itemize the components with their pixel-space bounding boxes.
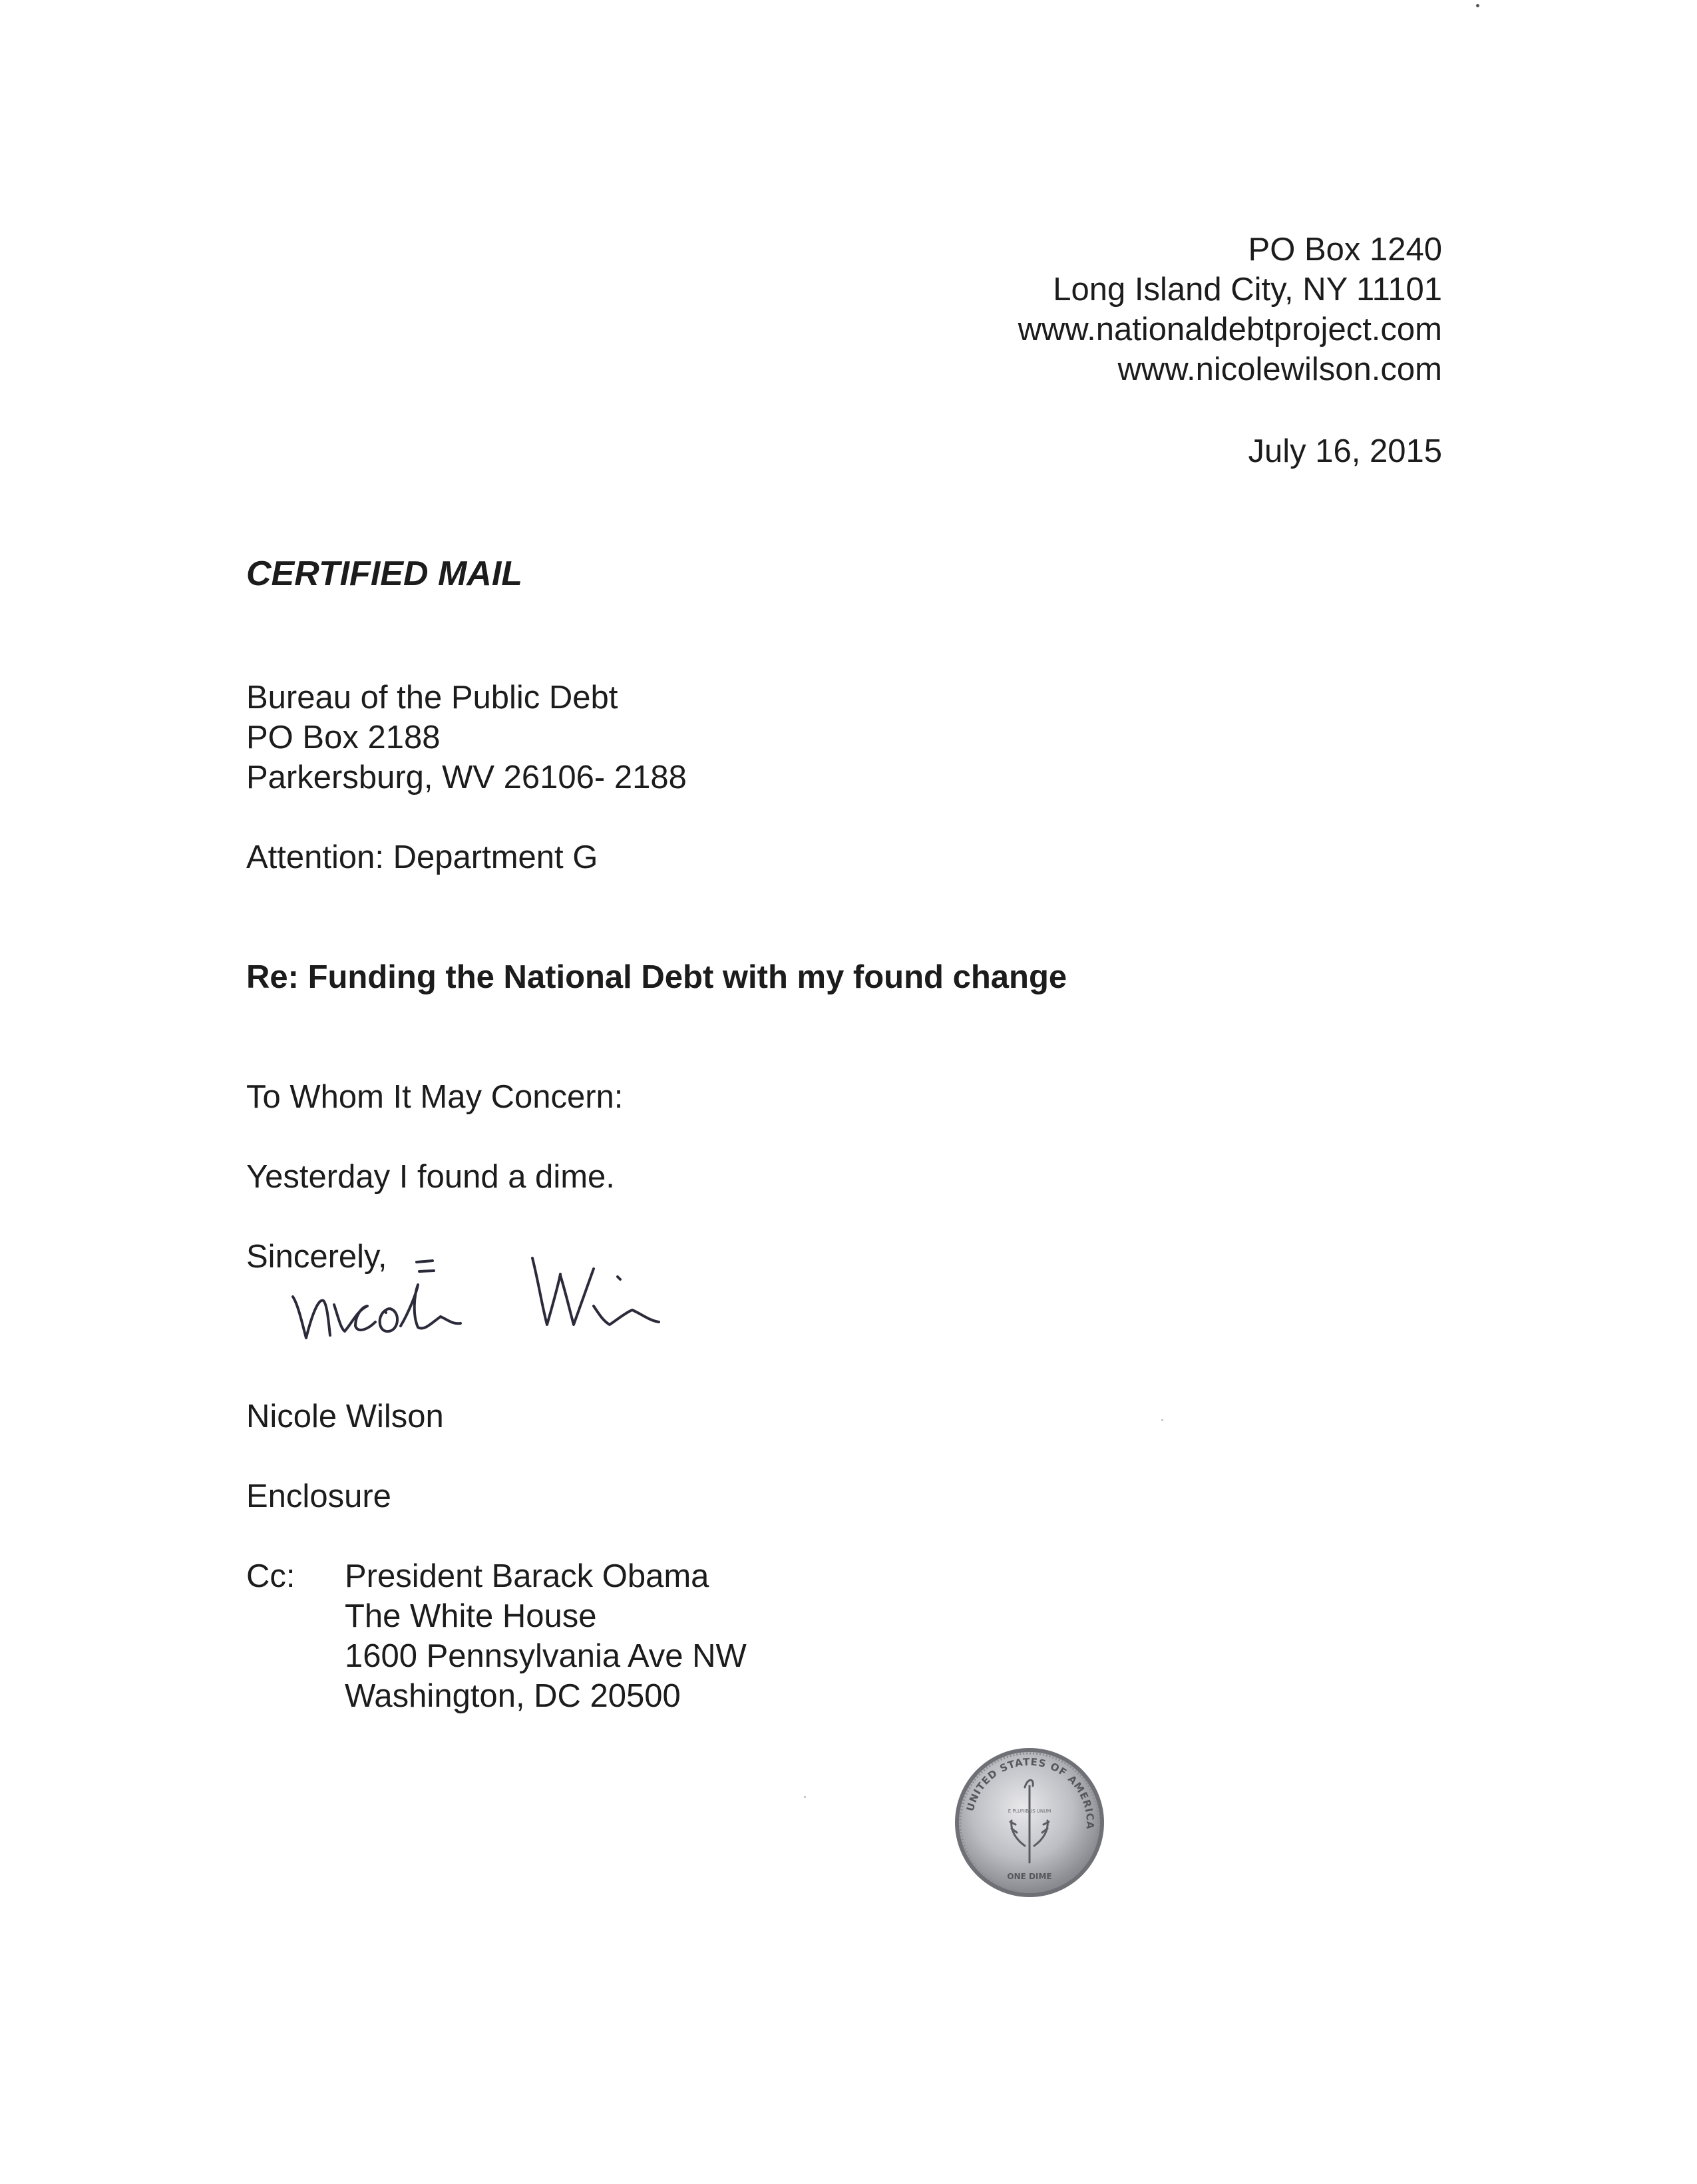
cc-name: President Barack Obama [345, 1558, 709, 1594]
attention-line: Attention: Department G [246, 839, 598, 875]
subject-line: Re: Funding the National Debt with my found change [246, 959, 1067, 995]
scan-speck [804, 1796, 806, 1798]
signer-name: Nicole Wilson [246, 1399, 444, 1434]
salutation: To Whom It May Concern: [246, 1079, 624, 1115]
sender-website-personal: www.nicolewilson.com [1117, 351, 1442, 387]
cc-label: Cc: [246, 1558, 295, 1594]
recipient-city: Parkersburg, WV 26106- 2188 [246, 760, 687, 795]
closing: Sincerely, [246, 1239, 387, 1275]
sender-address [777, 230, 1442, 389]
recipient-address [246, 678, 687, 797]
sender-city: Long Island City, NY 11101 [1053, 272, 1442, 308]
recipient-po-box: PO Box 2188 [246, 720, 441, 756]
cc-city: Washington, DC 20500 [345, 1678, 681, 1714]
sender-website-project: www.nationaldebtproject.com [1018, 312, 1442, 347]
dime-motto: E PLURIBUS UNUM [1008, 1809, 1051, 1814]
enclosure-note: Enclosure [246, 1478, 391, 1514]
scan-speck [1476, 4, 1479, 7]
dime-coin-image [953, 1746, 1106, 1899]
dime-rim-text: UNITED STATES OF AMERICA [964, 1755, 1097, 1831]
cc-organization: The White House [345, 1598, 597, 1634]
dime-denomination: ONE DIME [1007, 1872, 1052, 1881]
letter-date: July 16, 2015 [1248, 433, 1442, 469]
cc-street: 1600 Pennsylvania Ave NW [345, 1638, 747, 1674]
scan-speck [1161, 1419, 1163, 1421]
recipient-name: Bureau of the Public Debt [246, 680, 618, 716]
handwritten-signature [286, 1231, 719, 1365]
certified-mail-heading: CERTIFIED MAIL [246, 554, 523, 593]
cc-address [345, 1556, 747, 1716]
sender-po-box: PO Box 1240 [1248, 232, 1442, 268]
letter-body: Yesterday I found a dime. [246, 1159, 615, 1195]
